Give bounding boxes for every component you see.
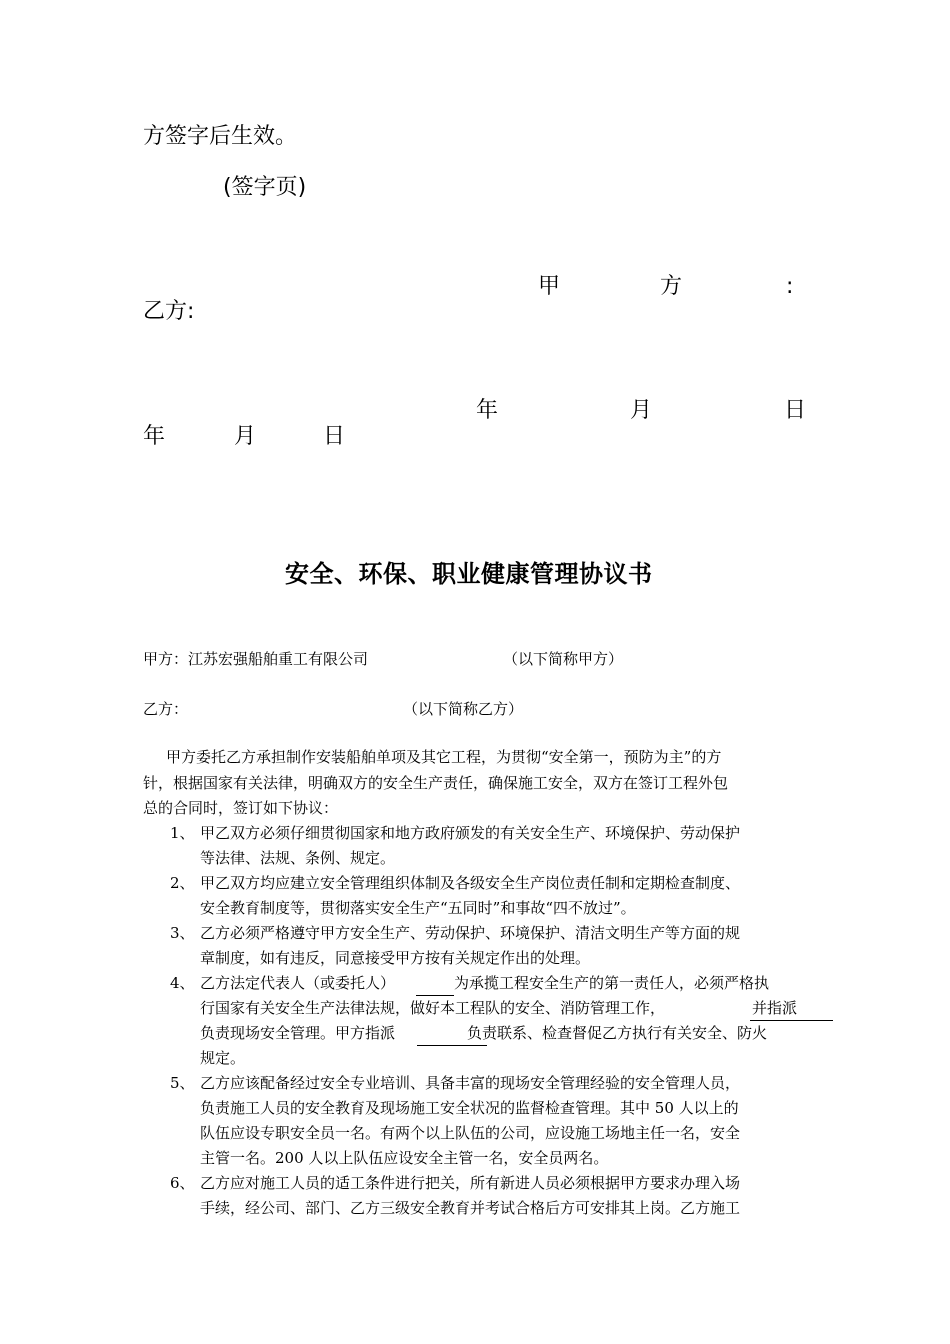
- clause-number: 3、: [170, 924, 195, 942]
- party-a-char-2: 方: [660, 274, 683, 299]
- clause-line: 行国家有关安全生产法律法规，做好本工程队的安全、消防管理工作，: [200, 999, 666, 1017]
- signature-page-label: (签字页): [223, 175, 307, 200]
- intro-line-2: 针，根据国家有关法律，明确双方的安全生产责任，确保施工安全，双方在签订工程外包: [143, 774, 729, 792]
- clause-line: 乙方应该配备经过安全专业培训、具备丰富的现场安全管理经验的安全管理人员，: [200, 1074, 741, 1092]
- intro-line-1: 甲方委托乙方承担制作安装船舶单项及其它工程，为贯彻“安全第一，预防为主”的方: [166, 748, 722, 766]
- date-left-day: 日: [323, 424, 346, 449]
- clause-line: 并指派: [752, 999, 798, 1017]
- blank-line-site-manager: [750, 1020, 833, 1021]
- intro-line-3: 总的合同时，签订如下协议：: [143, 799, 339, 817]
- blank-line-representative: [416, 995, 454, 996]
- clause-line: 负责现场安全管理。甲方指派: [200, 1024, 396, 1042]
- agreement-title: 安全、环保、职业健康管理协议书: [285, 559, 653, 588]
- date-left-year: 年: [143, 424, 166, 449]
- clause-line: 负责联系、检查督促乙方执行有关安全、防火: [467, 1024, 768, 1042]
- clause-line: 甲乙双方均应建立安全管理组织体制及各级安全生产岗位责任制和定期检查制度、: [200, 874, 741, 892]
- party-a-note: （以下简称甲方）: [503, 650, 624, 668]
- clause-line: 乙方必须严格遵守甲方安全生产、劳动保护、环境保护、清洁文明生产等方面的规: [200, 924, 741, 942]
- clause-line: 主管一名。200 人以上队伍应设安全主管一名，安全员两名。: [200, 1149, 609, 1167]
- party-b-label: 乙方：: [143, 700, 189, 718]
- clause-number: 6、: [170, 1174, 195, 1192]
- clause-line: 等法律、法规、条例、规定。: [200, 849, 396, 867]
- party-a-label: 甲方：江苏宏强船舶重工有限公司: [143, 650, 369, 668]
- clause-number: 5、: [170, 1074, 195, 1092]
- clause-line: 乙方应对施工人员的适工条件进行把关，所有新进人员必须根据甲方要求办理入场: [200, 1174, 741, 1192]
- clause-line: 乙方法定代表人（或委托人）: [200, 974, 396, 992]
- party-a-char-1: 甲: [538, 274, 561, 299]
- party-b-signature-label: 乙方:: [143, 299, 195, 324]
- date-left-month: 月: [234, 424, 257, 449]
- effect-line: 方签字后生效。: [143, 124, 298, 149]
- clause-line: 规定。: [200, 1049, 246, 1067]
- date-right-month: 月: [630, 398, 653, 423]
- clause-number: 4、: [170, 974, 195, 992]
- clause-line: 安全教育制度等，贯彻落实安全生产“五同时”和事故“四不放过”。: [200, 899, 636, 917]
- party-a-char-3: :: [786, 274, 794, 299]
- clause-line: 手续，经公司、部门、乙方三级安全教育并考试合格后方可安排其上岗。乙方施工: [200, 1199, 741, 1217]
- clause-line: 负责施工人员的安全教育及现场施工安全状况的监督检查管理。其中 50 人以上的: [200, 1099, 739, 1117]
- party-b-note: （以下简称乙方）: [403, 700, 524, 718]
- clause-number: 2、: [170, 874, 195, 892]
- date-right-day: 日: [784, 398, 807, 423]
- clause-line: 甲乙双方必须仔细贯彻国家和地方政府颁发的有关安全生产、环境保护、劳动保护: [200, 824, 741, 842]
- clause-number: 1、: [170, 824, 195, 842]
- date-right-year: 年: [476, 398, 499, 423]
- blank-line-party-a-contact: [417, 1045, 487, 1046]
- clause-line: 章制度，如有违反，同意接受甲方按有关规定作出的处理。: [200, 949, 591, 967]
- clause-line: 队伍应设专职安全员一名。有两个以上队伍的公司，应设施工场地主任一名，安全: [200, 1124, 741, 1142]
- clause-line: 为承揽工程安全生产的第一责任人，必须严格执: [454, 974, 770, 992]
